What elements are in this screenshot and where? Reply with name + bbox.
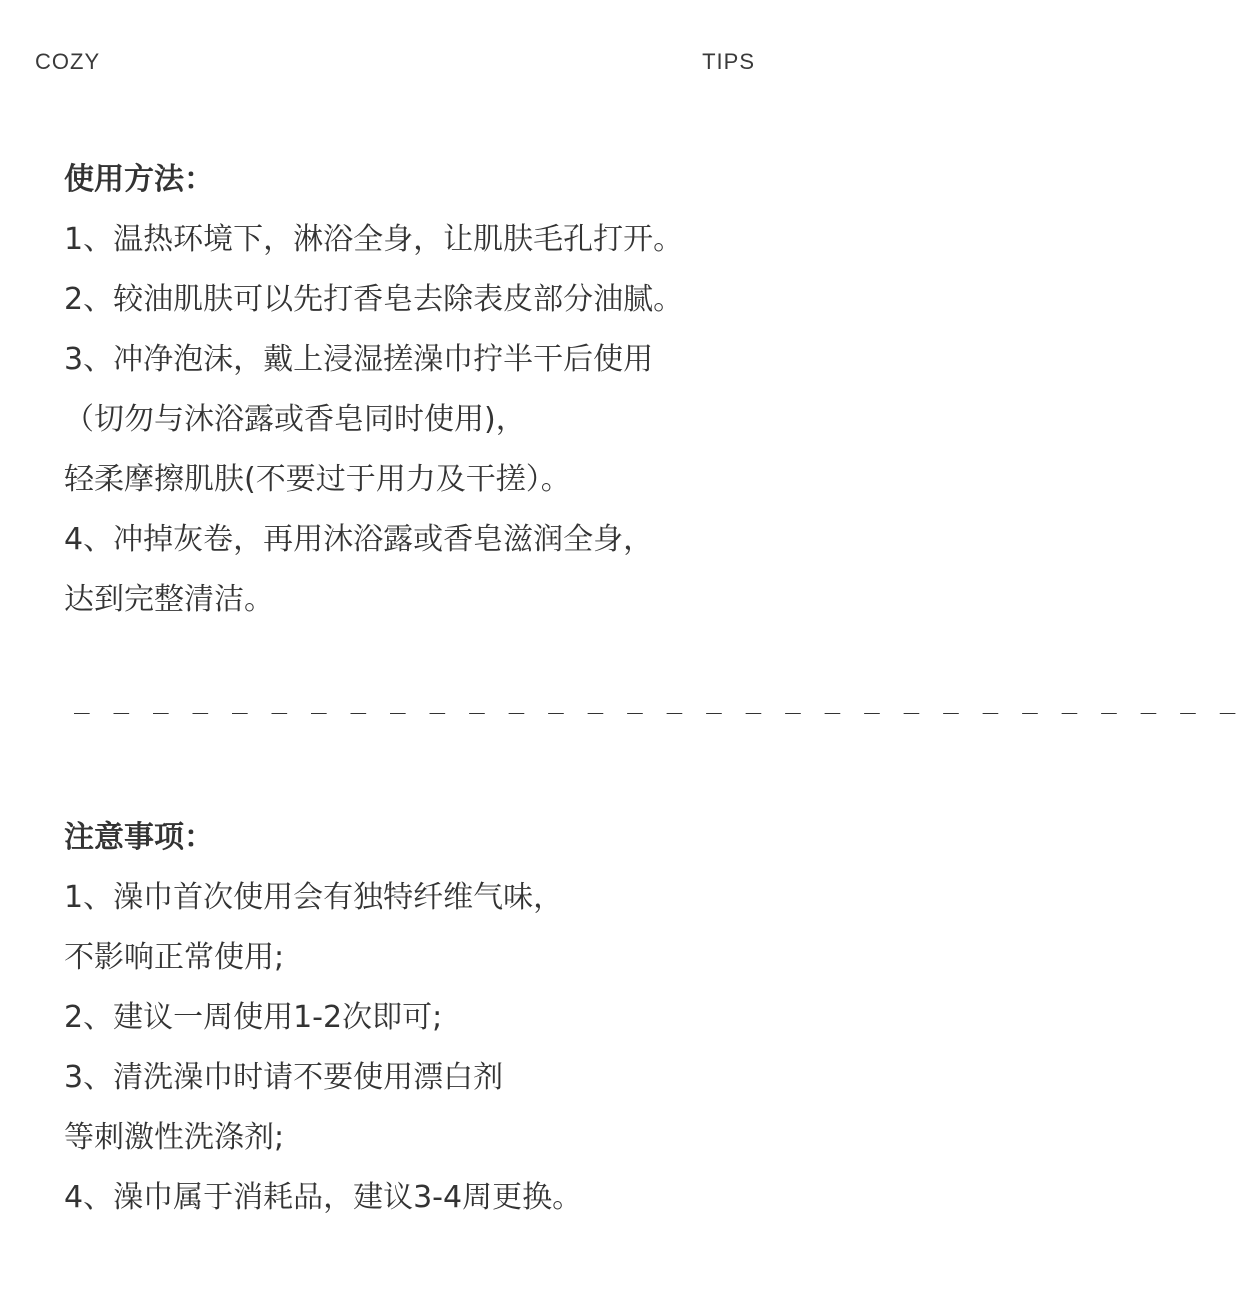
notes-line: 3、清洗澡巾时请不要使用漂白剂 bbox=[64, 1060, 504, 1095]
notes-line: 等刺激性洗涤剂; bbox=[64, 1120, 285, 1155]
usage-line: 3、冲净泡沫，戴上浸湿搓澡巾拧半干后使用 bbox=[64, 342, 654, 377]
notes-line: 2、建议一周使用1-2次即可; bbox=[64, 1000, 443, 1035]
notes-line: 不影响正常使用; bbox=[64, 940, 285, 975]
dashed-divider: _ _ _ _ _ _ _ _ _ _ _ _ _ _ _ _ _ _ _ _ _ _ _ _ _ _ _ _ _ _ bbox=[74, 685, 1239, 715]
notes-line: 1、澡巾首次使用会有独特纤维气味， bbox=[64, 880, 564, 915]
notes-line: 4、澡巾属于消耗品，建议3-4周更换。 bbox=[64, 1180, 583, 1215]
usage-title: 使用方法： bbox=[64, 162, 214, 197]
usage-line: 轻柔摩擦肌肤(不要过于用力及干搓）。 bbox=[64, 462, 571, 497]
usage-line: （切勿与沐浴露或香皂同时使用)， bbox=[64, 402, 526, 437]
usage-line: 4、冲掉灰卷，再用沐浴露或香皂滋润全身， bbox=[64, 522, 654, 557]
notes-section bbox=[64, 813, 744, 1233]
usage-line: 2、较油肌肤可以先打香皂去除表皮部分油腻。 bbox=[64, 282, 684, 317]
tips-label: TIPS bbox=[702, 49, 755, 74]
usage-line: 1、温热环境下，淋浴全身，让肌肤毛孔打开。 bbox=[64, 222, 684, 257]
usage-line: 达到完整清洁。 bbox=[64, 582, 274, 617]
usage-section bbox=[64, 155, 744, 635]
brand-label: COZY bbox=[35, 49, 101, 74]
notes-title: 注意事项： bbox=[64, 820, 214, 855]
